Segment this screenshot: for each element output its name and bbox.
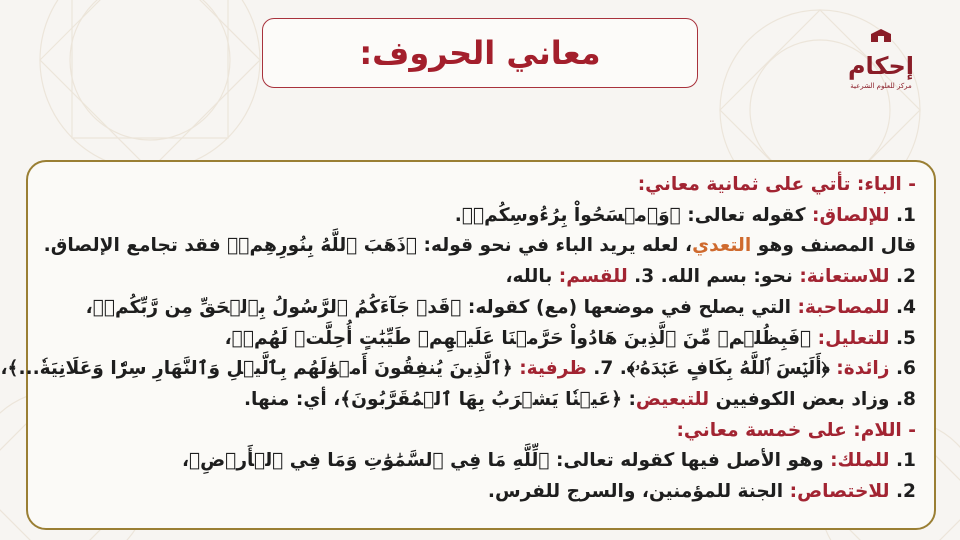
logo-name: إحكام — [847, 52, 915, 80]
page-title: معاني الحروف: — [359, 34, 601, 72]
line-text: 2. — [889, 266, 916, 288]
content-line — [0, 354, 916, 385]
line-label: ظرفية: — [512, 358, 587, 380]
line-label: للتعليل: — [811, 327, 890, 349]
line-label: للاستعانة: — [792, 266, 890, 288]
line-text: ﴿فَبِظُلۡمٖ مِّنَ ٱلَّذِينَ هَادُواْ حَرَّمۡنَا عَلَيۡهِمۡ طَيِّبَٰتٍ أُحِلَّتۡ لَهُمۡ﴾، — [224, 327, 812, 349]
line-label: زائدة: — [829, 358, 890, 380]
line-text: 6. — [889, 358, 916, 380]
logo-subtitle: مركز للعلوم الشرعية — [850, 82, 912, 90]
line-label: للإلصاق: — [805, 204, 890, 226]
line-text: بالله، — [505, 266, 553, 288]
content-line — [42, 170, 916, 201]
content-line — [42, 446, 916, 477]
mosque-icon — [867, 28, 895, 42]
line-text: 5. — [889, 327, 916, 349]
line-text: قال المصنف وهو — [751, 235, 916, 257]
line-label: للتبعيض — [635, 388, 710, 410]
line-label: للمصاحبة: — [790, 296, 890, 318]
line-text: 1. — [889, 204, 916, 226]
content-line — [42, 293, 916, 324]
line-text: نحو: بسم الله. — [654, 266, 793, 288]
content-line — [42, 201, 916, 232]
line-text: وهو الأصل فيها كقوله تعالى: ﴿لِّلَّهِ مَا فِي ٱلسَّمَٰوَٰتِ وَمَا فِي ٱلۡأَرۡضِ﴾، — [181, 450, 824, 472]
content-line — [42, 231, 916, 262]
line-text: ، لعله يريد الباء في نحو قوله: ﴿ذَهَبَ ٱللَّهُ بِنُورِهِمۡ﴾ فقد تجامع الإلصاق. — [43, 235, 693, 257]
line-text: الجنة للمؤمنين، والسرج للفرس. — [487, 481, 784, 503]
line-text: كقوله تعالى: ﴿وَٱمۡسَحُواْ بِرُءُوسِكُمۡ﴾. — [454, 204, 806, 226]
line-text: ﴿أَلَيۡسَ ٱللَّهُ بِكَافٍ عَبۡدَهُۥ﴾. — [613, 358, 830, 380]
content-line — [42, 416, 916, 447]
line-text: 1. — [889, 450, 916, 472]
line-text: التي يصلح في موضعها (مع) كقوله: ﴿قَدۡ جَآءَكُمُ ٱلرَّسُولُ بِٱلۡحَقِّ مِن رَّبِّكُمۡ﴾، — [85, 296, 791, 318]
content-lines — [0, 170, 916, 508]
content-line — [42, 385, 916, 416]
title-box — [262, 18, 698, 88]
line-label: للاختصاص: — [783, 481, 890, 503]
content-line — [42, 262, 916, 293]
line-text: ﴿ٱلَّذِينَ يُنفِقُونَ أَمۡوَٰلَهُم بِٱلَّيۡلِ وَٱلنَّهَارِ سِرّٗا وَعَلَانِيَةٗ...﴾، — [0, 358, 513, 380]
logo — [841, 28, 921, 90]
content-panel — [0, 160, 936, 530]
content-line — [42, 477, 916, 508]
content-line — [42, 324, 916, 355]
line-label: - اللام: على خمسة معاني: — [676, 419, 916, 441]
line-label: للملك: — [823, 450, 890, 472]
line-text: 7. — [586, 358, 614, 380]
line-text: : ﴿عَيۡنٗا يَشۡرَبُ بِهَا ٱلۡمُقَرَّبُونَ﴾، أي: منها. — [243, 388, 636, 410]
line-text: 4. — [889, 296, 916, 318]
line-label: التعدي — [692, 235, 752, 257]
line-text: 3. — [627, 266, 655, 288]
line-label: للقسم: — [552, 266, 628, 288]
line-text: 8. وزاد بعض الكوفيين — [709, 388, 916, 410]
line-label: - الباء: تأتي على ثمانية معاني: — [637, 174, 916, 195]
line-text: 2. — [889, 481, 916, 503]
